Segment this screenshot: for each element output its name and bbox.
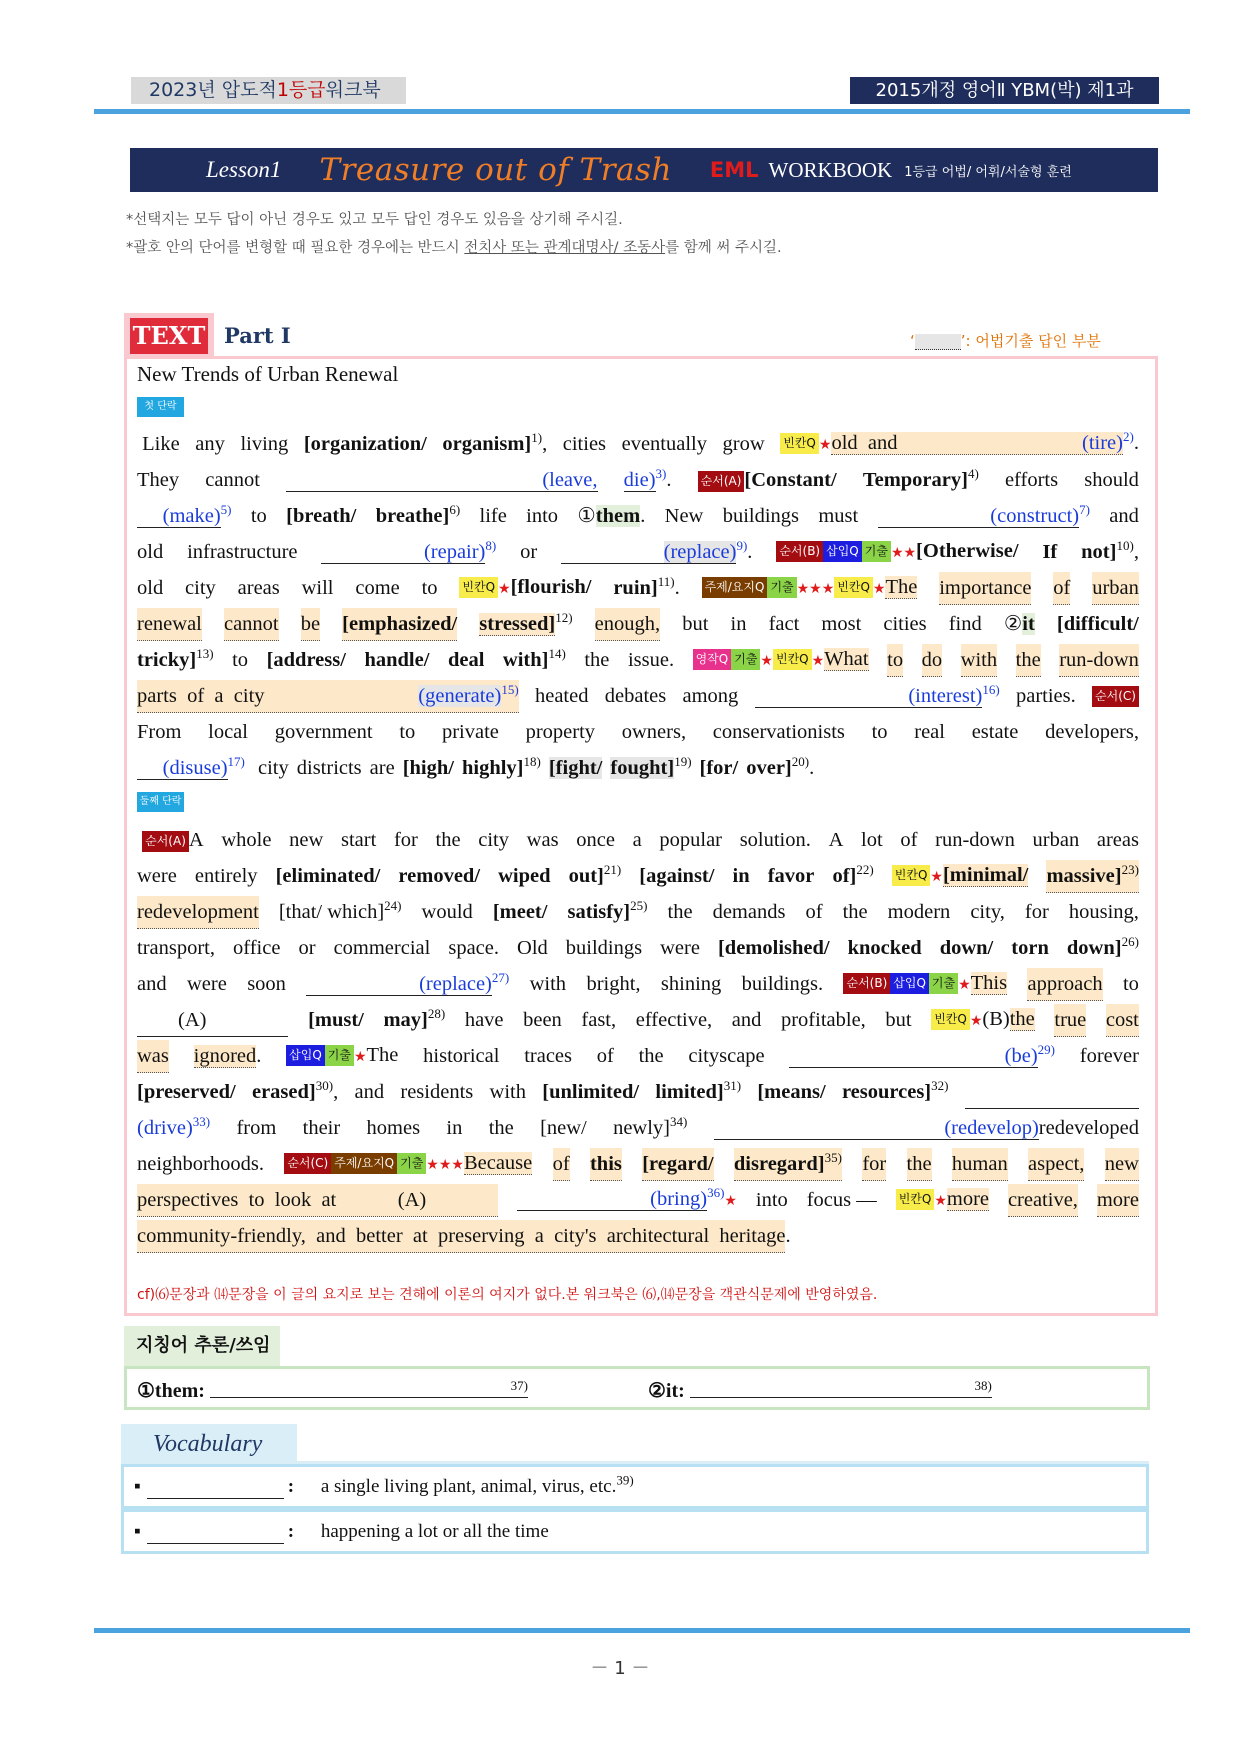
passage-line: transport, office or commercial space. Old buildings were [demolished/ knocked down/ torn down]$^{26)}$ xyxy=(137,934,1139,959)
reference-section-tab: 지칭어 추론/쓰임 xyxy=(124,1326,280,1366)
vocabulary-row: ▪ : a single living plant, animal, virus, etc.$^{39)}$ xyxy=(121,1464,1149,1509)
answer-blank[interactable]: 37) xyxy=(210,1378,528,1398)
vocabulary-row: ▪ : happening a lot or all the time xyxy=(121,1509,1149,1554)
passage-line: were entirely [eliminated/ removed/ wiped out]$^{21)}$ [against/ in favor of]$^{22)}$ 빈칸Q ★[minimal/ massive]$^{23)}$ xyxy=(137,860,1139,892)
workbook-label: WORKBOOK xyxy=(768,157,893,182)
passage-line: community-friendly, and better at preserving a city's architectural heritage . xyxy=(137,1220,1139,1252)
vocab-answer-blank[interactable] xyxy=(147,1522,284,1544)
workbook-subtitle: 1등급 어법/ 어휘/서술형 훈련 xyxy=(904,164,1072,180)
eml-logo: EML xyxy=(709,158,759,182)
instruction-note-2: *괄호 안의 단어를 변형할 때 필요한 경우에는 반드시 전치사 또는 관계대명사/ 조동사를 함께 써 주시길. xyxy=(126,240,782,256)
passage-line: neighborhoods. 순서(C) 주제/요지Q 기출 ★★★Because of this [regard/ disregard]$^{35)}$ for the human aspect, new xyxy=(137,1148,1139,1180)
passage-line: perspectives to look at (A) (bring)$^{36)}$★ into focus — 빈칸Q ★more creative, more xyxy=(137,1184,1139,1216)
lesson-number: Lesson1 xyxy=(206,157,282,182)
header-divider xyxy=(94,109,1190,114)
passage-line: tricky]$^{13)}$ to [address/ handle/ deal with]$^{14)}$ the issue. 영작Q 기출 ★ 빈칸Q ★What to do with the run-down xyxy=(137,644,1139,676)
passage-line: 순서(A) A whole new start for the city was once a popular solution. A lot of run-down urban areas xyxy=(137,824,1139,856)
passage-line: From local government to private property owners, conservationists to real estate developers, xyxy=(137,721,1139,743)
article-title: New Trends of Urban Renewal xyxy=(137,362,399,386)
passage-line: (drive)$^{33)}$ from their homes in the [new/ newly]$^{34)}$ (redevelop)redeveloped xyxy=(137,1114,1139,1139)
lesson-title: Treasure out of Trash xyxy=(319,152,672,188)
part-label: Part Ⅰ xyxy=(224,323,291,348)
passage-line: redevelopment [that/ which]$^{24)}$ would [meet/ satisfy]$^{25)}$ the demands of the modern city, for housing, xyxy=(137,896,1139,928)
vocab-answer-blank[interactable] xyxy=(147,1477,284,1499)
paragraph-tag-2: 둘째 단락 xyxy=(137,792,184,812)
passage-line: (disuse)$^{17)}$ city districts are [high/ highly]$^{18)}$ [fight/ fought]$^{19)}$ [for/ over]$^{20)}$. xyxy=(137,752,1139,784)
instruction-note-1: *선택지는 모두 답이 아닌 경우도 있고 모두 답인 경우도 있음을 상기해 주시길. xyxy=(126,212,623,228)
passage-line: They cannot (leave, die)$^{3)}$. 순서(A) [Constant/ Temporary]$^{4)}$ efforts should xyxy=(137,466,1139,491)
passage-line: (A) [must/ may]$^{28)}$ have been fast, effective, and profitable, but 빈칸Q ★(B)the true cost xyxy=(137,1004,1139,1036)
legend-swatch xyxy=(915,334,961,350)
compiler-note: cf)⑹문장과 ⒁문장을 이 글의 요지로 보는 견해에 이론의 여지가 없다.본 워크북은 ⑹,⒁문장을 객관식문제에 반영하였음. xyxy=(137,1287,878,1303)
paragraph-tag-1: 첫 단락 xyxy=(137,397,184,417)
passage-line: old infrastructure (repair)$^{8)}$ or (replace)$^{9)}$. 순서(B) 삽입Q 기출 ★★[Otherwise/ If not]$^{10)}$, xyxy=(137,538,1139,563)
course-label: 2015개정 영어Ⅱ YBM(박) 제1과 xyxy=(850,77,1159,104)
reference-item-them: ①them: 37) xyxy=(137,1378,528,1402)
text-tag: TEXT xyxy=(130,318,208,354)
reference-item-it: ②it: 38) xyxy=(648,1378,992,1402)
vocabulary-tab: Vocabulary xyxy=(121,1424,297,1464)
workbook-series-label: 2023년 압도적1등급워크북 xyxy=(131,77,406,104)
page-number: － 1 － xyxy=(590,1658,650,1679)
passage-line: renewal cannot be [emphasized/ stressed]$^{12)}$ enough, but in fact most cities find ②it [difficult/ xyxy=(137,608,1139,640)
lesson-banner xyxy=(130,148,1158,192)
passage-line: parts of a city (generate)$^{15)}$ heated debates among (interest)$^{16)}$ parties. 순서(C) xyxy=(137,680,1139,712)
passage-line: and were soon (replace)$^{27)}$ with bright, shining buildings. 순서(B) 삽입Q 기출 ★This approach to xyxy=(137,968,1139,1000)
legend: ‘ ’: 어법기출 답인 부분 xyxy=(910,332,1101,350)
passage-line: [preserved/ erased]$^{30)}$, and residents with [unlimited/ limited]$^{31)}$ [means/ resources]$^{32)}$ xyxy=(137,1076,1139,1108)
passage-line: old city areas will come to 빈칸Q ★[flourish/ ruin]$^{11)}$. 주제/요지Q 기출 ★★★ 빈칸Q ★The importance of urban xyxy=(137,572,1139,604)
passage-line: (make)$^{5)}$ to [breath/ breathe]$^{6)}$ life into ①them. New buildings must (construct)$^{7)}$ and xyxy=(137,500,1139,532)
answer-blank[interactable]: 38) xyxy=(690,1378,992,1398)
passage-line: Like any living [organization/ organism]$^{1)}$, cities eventually grow 빈칸Q ★old and (tire)$^{2)}$. xyxy=(137,428,1139,455)
footer-divider xyxy=(94,1628,1190,1633)
passage-line: was ignored. 삽입Q 기출 ★The historical traces of the cityscape (be)$^{29)}$ forever xyxy=(137,1040,1139,1072)
